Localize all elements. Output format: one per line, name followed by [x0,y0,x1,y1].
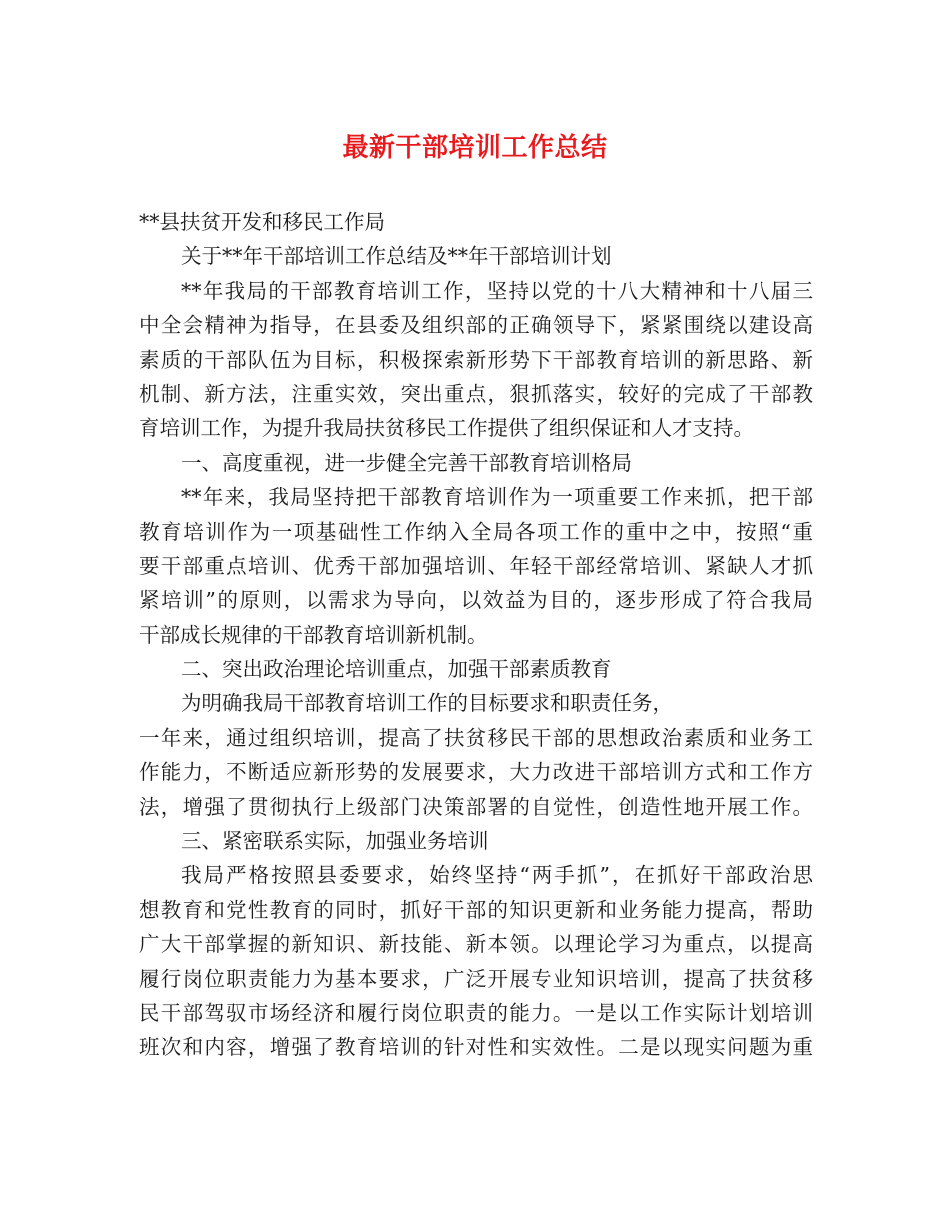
text-line: 为明确我局干部教育培训工作的目标要求和职责任务， [181,691,673,716]
text-line: 机制、新方法，注重实效，突出重点，狠抓落实，较好的完成了干部教 [139,381,813,406]
text-line: **县扶贫开发和移民工作局 [139,210,385,234]
text-line: 教育培训作为一项基础性工作纳入全局各项工作的重中之中，按照“重 [139,519,813,544]
text-line: 班次和内容，增强了教育培训的针对性和实效性。二是以现实问题为重 [139,1035,813,1060]
text-line: 关于**年干部培训工作总结及**年干部培训计划 [181,244,612,269]
text-line: 育培训工作，为提升我局扶贫移民工作提供了组织保证和人才支持。 [139,416,754,441]
text-line: 一、高度重视，进一步健全完善干部教育培训格局 [181,450,632,475]
text-line: 民干部驾驭市场经济和履行岗位职责的能力。一是以工作实际计划培训 [139,1000,813,1025]
text-line: 干部成长规律的干部教育培训新机制。 [139,622,488,647]
text-line: 二、突出政治理论培训重点，加强干部素质教育 [181,657,612,682]
text-line: **年我局的干部教育培训工作，坚持以党的十八大精神和十八届三 [181,278,813,303]
document-body [139,205,813,1065]
text-line: 紧培训”的原则，以需求为导向，以效益为目的，逐步形成了符合我局 [139,588,813,613]
text-line: **年来，我局坚持把干部教育培训作为一项重要工作来抓，把干部 [181,485,813,510]
text-line: 我局严格按照县委要求，始终坚持“两手抓”，在抓好干部政治思 [181,863,813,888]
text-line: 广大干部掌握的新知识、新技能、新本领。以理论学习为重点，以提高 [139,932,813,957]
text-line: 法，增强了贯彻执行上级部门决策部署的自觉性，创造性地开展工作。 [139,794,813,819]
text-line: 要干部重点培训、优秀干部加强培训、年轻干部经常培训、紧缺人才抓 [139,553,813,578]
text-line: 作能力，不断适应新形势的发展要求，大力改进干部培训方式和工作方 [139,760,813,785]
text-line: 履行岗位职责能力为基本要求，广泛开展专业知识培训，提高了扶贫移 [139,966,813,991]
text-line: 想教育和党性教育的同时，抓好干部的知识更新和业务能力提高，帮助 [139,897,813,922]
text-line: 三、紧密联系实际，加强业务培训 [181,829,489,854]
text-line: 中全会精神为指导，在县委及组织部的正确领导下，紧紧围绕以建设高 [139,313,813,338]
document-title: 最新干部培训工作总结 [342,133,608,163]
text-line: 素质的干部队伍为目标，积极探索新形势下干部教育培训的新思路、新 [139,347,813,372]
text-line: 一年来，通过组织培训，提高了扶贫移民干部的思想政治素质和业务工 [139,725,813,750]
